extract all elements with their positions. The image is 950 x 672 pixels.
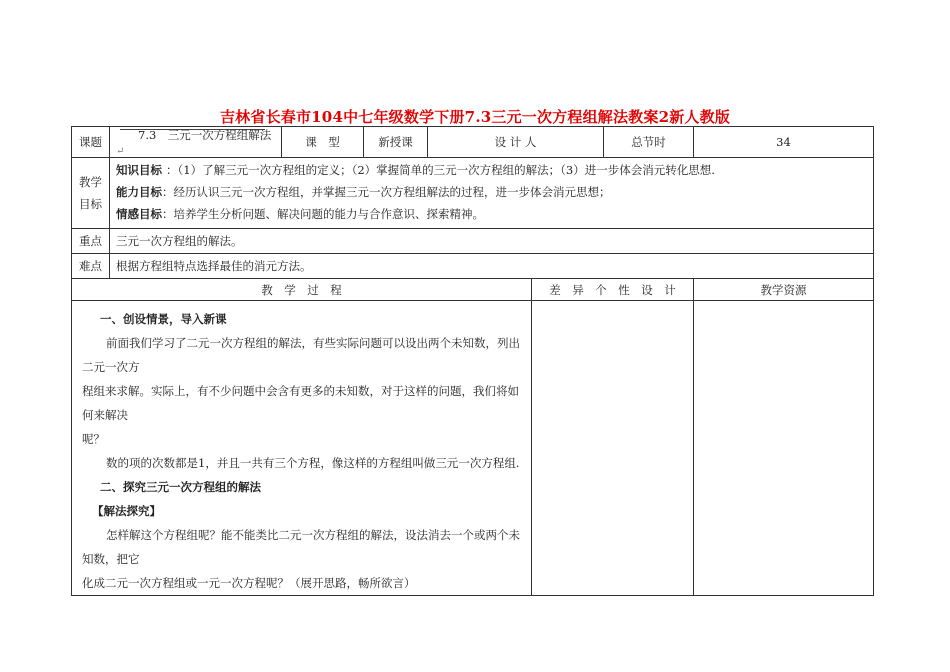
- ability-objective: [116, 181, 867, 203]
- total-value: 34: [694, 127, 874, 158]
- focus-text: 三元一次方程组的解法。: [110, 229, 874, 254]
- header-row: [72, 127, 874, 158]
- topic-label: 课题: [72, 127, 110, 158]
- section1-p1-line3: 呢？: [82, 432, 105, 446]
- column-header-row: [72, 279, 874, 301]
- designer-label: 设 计 人: [428, 127, 604, 158]
- focus-label: 重点: [72, 229, 110, 254]
- total-label: 总节时: [604, 127, 694, 158]
- paragraph-mark-icon: ↵: [116, 146, 125, 157]
- section1-heading: 一、创设情景，导入新课: [100, 312, 227, 326]
- knowledge-text: ：（1）了解三元一次方程组的定义；（2）掌握简单的三元一次方程组的解法；（3）进一步体会消元转化思想.: [166, 163, 715, 177]
- focus-row: [72, 229, 874, 254]
- section2-p1-line2: 化成二元一次方程组或一元一次方程呢？（展开思路，畅所欲言）: [82, 576, 416, 590]
- difficulty-row: [72, 254, 874, 279]
- process-content: [72, 301, 532, 596]
- section2-p1-line1: 怎样解这个方程组呢？能不能类比二元一次方程组的解法，设法消去一个或两个未知数，把它: [82, 528, 520, 566]
- topic-value-cell: [110, 127, 282, 158]
- document-title: 吉林省长春市104中七年级数学下册7.3三元一次方程组解法教案2新人教版: [219, 108, 731, 126]
- type-label: 课 型: [282, 127, 364, 158]
- section1-p1-line1: 前面我们学习了二元一次方程组的解法，有些实际问题可以设出两个未知数，列出二元一次方: [82, 336, 520, 374]
- section1-p1-line2: 程组来求解。实际上，有不少问题中会含有更多的未知数，对于这样的问题，我们将如何来解决: [82, 384, 519, 422]
- emotion-text: ：培养学生分析问题、解决问题的能力与合作意识、探索精神。: [162, 207, 484, 221]
- section2-subheading: 【解法探究】: [92, 504, 161, 518]
- resources-content: [694, 301, 874, 596]
- knowledge-label: 知识目标: [116, 163, 162, 177]
- objectives-row: [72, 158, 874, 229]
- knowledge-objective: [116, 159, 867, 181]
- emotion-objective: [116, 203, 867, 225]
- ability-label: 能力目标: [116, 185, 162, 199]
- objectives-label-line2: 目标: [79, 197, 102, 211]
- difficulty-label: 难点: [72, 254, 110, 279]
- section1-p2: 数的项的次数都是1，并且一共有三个方程，像这样的方程组叫做三元一次方程组.: [106, 456, 520, 470]
- resources-column-header: 教学资源: [694, 279, 874, 301]
- objectives-label-line1: 教学: [79, 175, 102, 189]
- type-value: 新授课: [364, 127, 428, 158]
- emotion-label: 情感目标: [116, 207, 162, 221]
- objectives-content: [110, 158, 874, 229]
- difficulty-text: 根据方程组特点选择最佳的消元方法。: [110, 254, 874, 279]
- ability-text: ：经历认识三元一次方程组，并掌握三元一次方程组解法的过程，进一步体会消元思想；: [162, 185, 611, 199]
- topic-value: 7.3 三元一次方程组解法: [138, 128, 272, 142]
- process-row: [72, 301, 874, 596]
- differentiation-column-header: 差 异 个 性 设 计: [532, 279, 694, 301]
- differentiation-content: [532, 301, 694, 596]
- section2-heading: 二、探究三元一次方程组的解法: [100, 480, 261, 494]
- topic-underline: [120, 129, 265, 130]
- process-column-header: 教 学 过 程: [72, 279, 532, 301]
- lesson-plan-table: [71, 126, 874, 596]
- objectives-label: [72, 158, 110, 229]
